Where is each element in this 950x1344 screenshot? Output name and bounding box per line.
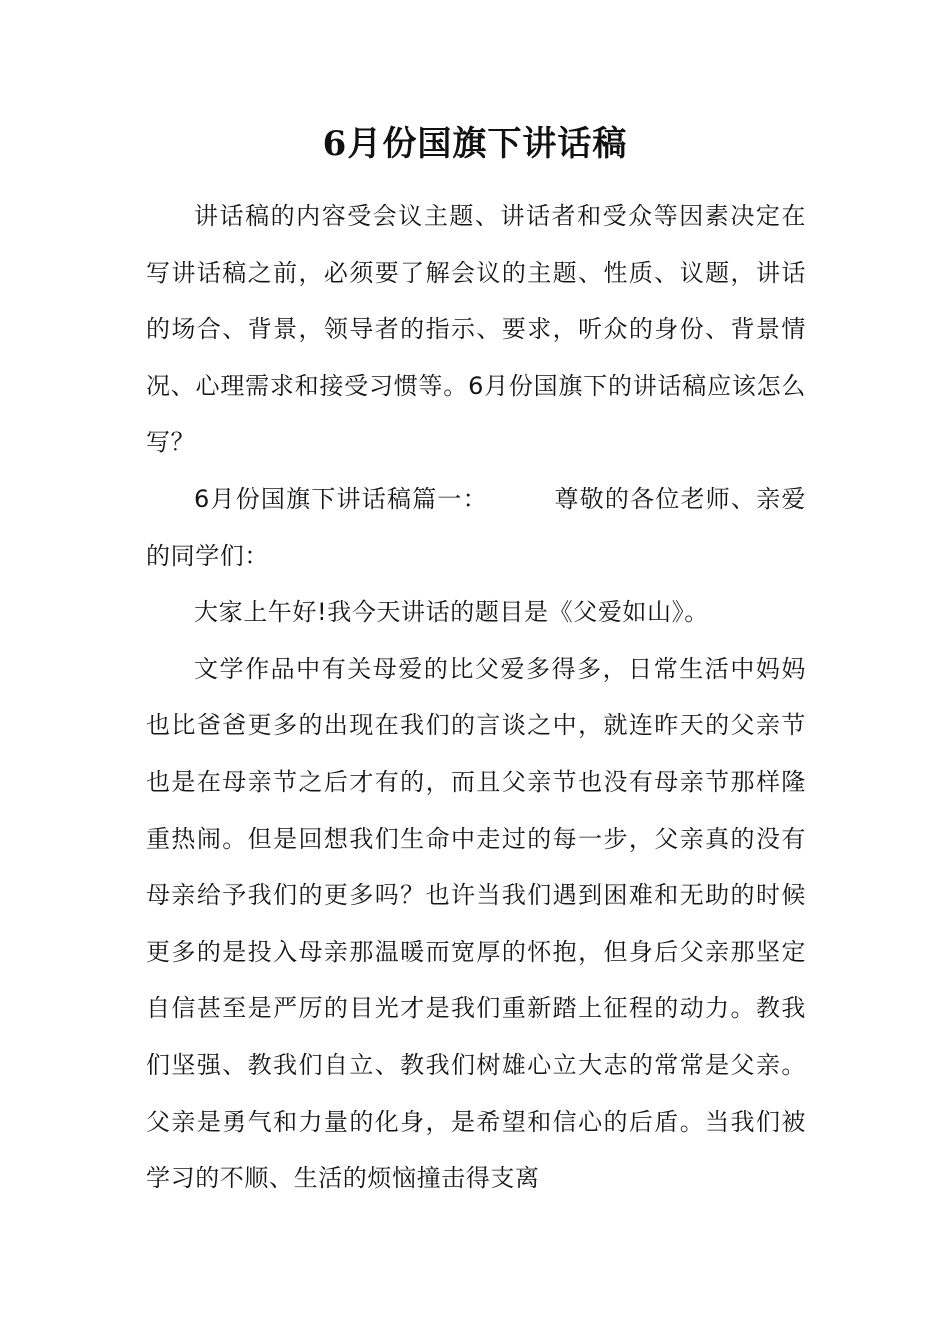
- salutation: 尊敬的各位老师、亲爱的同学们：: [146, 484, 807, 570]
- document-body: [146, 188, 806, 1207]
- document-title: 6月份国旗下讲话稿: [322, 124, 628, 164]
- speech-heading-paragraph: [146, 471, 806, 584]
- greeting-paragraph: 大家上午好!我今天讲话的题目是《父爱如山》。: [194, 598, 709, 627]
- intro-paragraph: 讲话稿的内容受会议主题、讲话者和受众等因素决定在写讲话稿之前，必须要了解会议的主题、性质、议题，讲话的场合、背景，领导者的指示、要求，听众的身份、背景情况、心理需求和接受习惯等。6月份国旗下的讲话稿应该怎么写？: [146, 202, 806, 457]
- speech-heading: 6月份国旗下讲话稿篇一：: [194, 484, 488, 513]
- body-paragraph: 文学作品中有关母爱的比父爱多得多，日常生活中妈妈也比爸爸更多的出现在我们的言谈之中，就连昨天的父亲节也是在母亲节之后才有的，而且父亲节也没有母亲节那样隆重热闹。但是回想我们生命中走过的每一步，父亲真的没有母亲给予我们的更多吗？也许当我们遇到困难和无助的时候更多的是投入母亲那温暖而宽厚的怀抱，但身后父亲那坚定自信甚至是严厉的目光才是我们重新踏上征程的动力。教我们坚强、教我们自立、教我们树雄心立大志的常常是父亲。父亲是勇气和力量的化身，是希望和信心的后盾。当我们被学习的不顺、生活的烦恼撞击得支离: [146, 654, 806, 1193]
